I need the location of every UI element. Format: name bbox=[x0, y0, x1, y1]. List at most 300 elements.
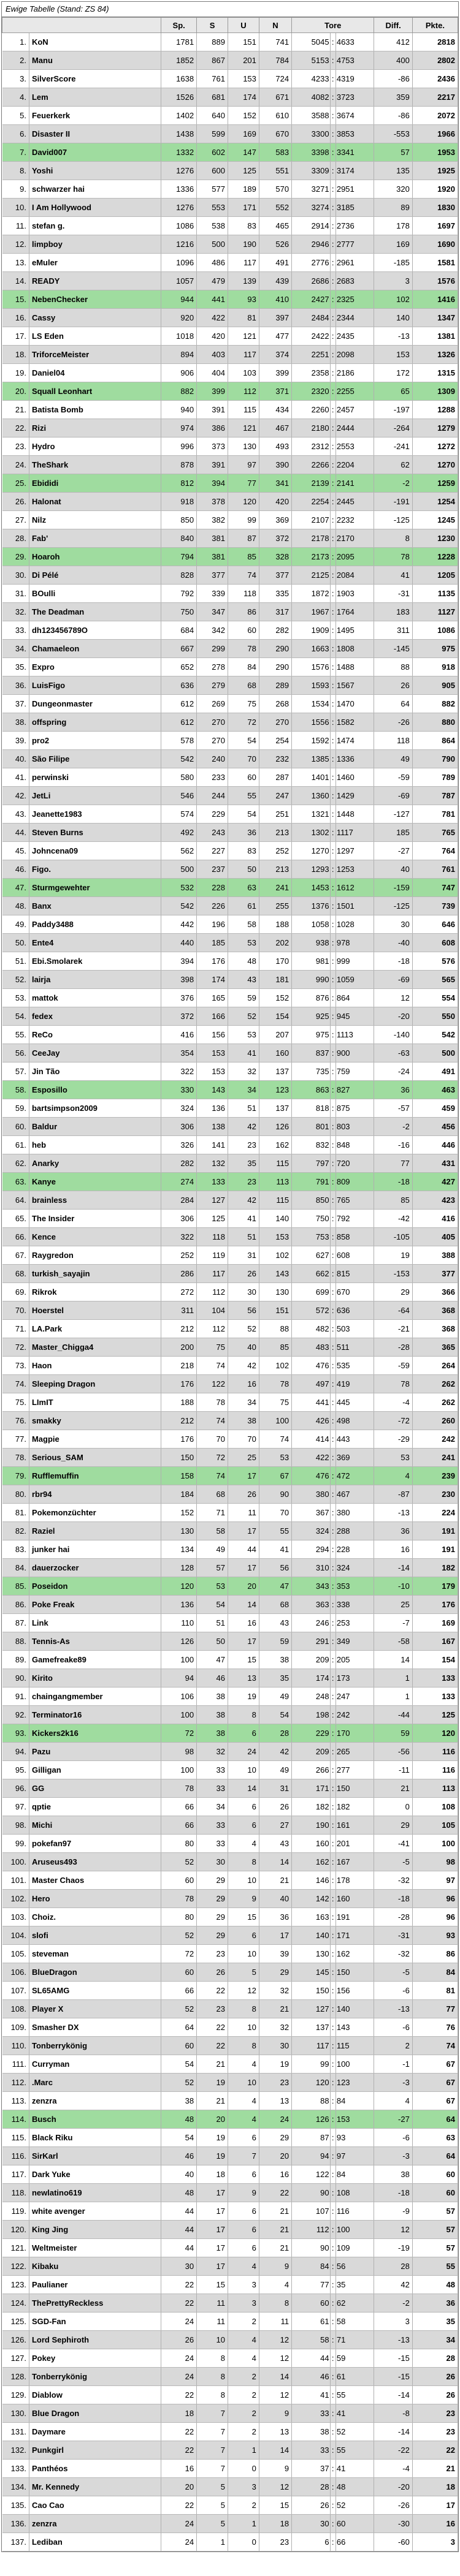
table-row bbox=[2, 897, 458, 915]
points-cell: 500 bbox=[412, 1044, 458, 1063]
rank-cell: 68. bbox=[2, 1265, 29, 1283]
losses-cell: 583 bbox=[259, 143, 291, 162]
table-row bbox=[2, 51, 458, 70]
rank-cell: 73. bbox=[2, 1357, 29, 1375]
wins-cell: 153 bbox=[197, 1044, 228, 1063]
points-cell: 23 bbox=[412, 2423, 458, 2441]
losses-cell: 372 bbox=[259, 529, 291, 548]
goals-separator: : bbox=[330, 2349, 335, 2368]
table-row bbox=[2, 1044, 458, 1063]
games-cell: 80 bbox=[161, 1908, 197, 1926]
points-cell: 1127 bbox=[412, 603, 458, 621]
goals-for-cell: 2946 bbox=[292, 235, 330, 254]
losses-cell: 4 bbox=[259, 2276, 291, 2294]
goals-separator: : bbox=[330, 2202, 335, 2221]
player-name: Diablow bbox=[29, 2386, 161, 2404]
losses-cell: 21 bbox=[259, 2221, 291, 2239]
points-cell: 1576 bbox=[412, 272, 458, 290]
goals-against-cell: 1336 bbox=[335, 750, 374, 768]
goals-against-cell: 419 bbox=[335, 1375, 374, 1393]
draws-cell: 52 bbox=[228, 1007, 259, 1026]
goals-against-cell: 84 bbox=[335, 2165, 374, 2184]
diff-cell: -13 bbox=[374, 2000, 412, 2018]
losses-cell: 137 bbox=[259, 1063, 291, 1081]
table-row bbox=[2, 1026, 458, 1044]
goals-against-cell: 945 bbox=[335, 1007, 374, 1026]
goals-separator: : bbox=[330, 860, 335, 879]
player-name: Tonberrykönig bbox=[29, 2368, 161, 2386]
rank-cell: 112. bbox=[2, 2074, 29, 2092]
losses-cell: 207 bbox=[259, 1026, 291, 1044]
points-cell: 864 bbox=[412, 732, 458, 750]
table-row bbox=[2, 199, 458, 217]
rank-cell: 123. bbox=[2, 2276, 29, 2294]
games-cell: 398 bbox=[161, 971, 197, 989]
wins-cell: 156 bbox=[197, 1026, 228, 1044]
points-cell: 431 bbox=[412, 1154, 458, 1173]
goals-separator: : bbox=[330, 2147, 335, 2165]
wins-cell: 244 bbox=[197, 787, 228, 805]
points-cell: 366 bbox=[412, 1283, 458, 1301]
goals-against-cell: 900 bbox=[335, 1044, 374, 1063]
goals-for-cell: 5045 bbox=[292, 33, 330, 51]
diff-cell: 172 bbox=[374, 364, 412, 382]
points-cell: 2436 bbox=[412, 70, 458, 88]
goals-separator: : bbox=[330, 2110, 335, 2129]
losses-cell: 38 bbox=[259, 1651, 291, 1669]
goals-against-cell: 35 bbox=[335, 2276, 374, 2294]
games-cell: 542 bbox=[161, 897, 197, 915]
rank-cell: 74. bbox=[2, 1375, 29, 1393]
games-cell: 996 bbox=[161, 438, 197, 456]
goals-for-cell: 1376 bbox=[292, 897, 330, 915]
goals-for-cell: 1576 bbox=[292, 658, 330, 676]
goals-for-cell: 107 bbox=[292, 2202, 330, 2221]
wins-cell: 141 bbox=[197, 1136, 228, 1154]
losses-cell: 270 bbox=[259, 713, 291, 732]
goals-for-cell: 324 bbox=[292, 1522, 330, 1540]
goals-separator: : bbox=[330, 1982, 335, 2000]
goals-against-cell: 720 bbox=[335, 1154, 374, 1173]
wins-cell: 57 bbox=[197, 1559, 228, 1577]
losses-cell: 35 bbox=[259, 1669, 291, 1688]
goals-against-cell: 2961 bbox=[335, 254, 374, 272]
wins-cell: 132 bbox=[197, 1154, 228, 1173]
diff-cell: -18 bbox=[374, 952, 412, 971]
losses-cell: 102 bbox=[259, 1246, 291, 1265]
diff-cell: -5 bbox=[374, 1853, 412, 1871]
games-cell: 94 bbox=[161, 1669, 197, 1688]
wins-cell: 38 bbox=[197, 1688, 228, 1706]
wins-cell: 1 bbox=[197, 2533, 228, 2551]
goals-separator: : bbox=[330, 1265, 335, 1283]
draws-cell: 13 bbox=[228, 1669, 259, 1688]
goals-against-cell: 288 bbox=[335, 1522, 374, 1540]
goals-against-cell: 228 bbox=[335, 1540, 374, 1559]
wins-cell: 399 bbox=[197, 382, 228, 401]
goals-separator: : bbox=[330, 2129, 335, 2147]
points-cell: 781 bbox=[412, 805, 458, 824]
losses-cell: 341 bbox=[259, 474, 291, 493]
player-name: Rizi bbox=[29, 419, 161, 438]
goals-separator: : bbox=[330, 70, 335, 88]
table-row bbox=[2, 2092, 458, 2110]
header-games: Sp. bbox=[161, 18, 197, 33]
draws-cell: 59 bbox=[228, 989, 259, 1007]
losses-cell: 19 bbox=[259, 2055, 291, 2074]
games-cell: 1781 bbox=[161, 33, 197, 51]
points-cell: 63 bbox=[412, 2129, 458, 2147]
table-row bbox=[2, 2404, 458, 2423]
losses-cell: 9 bbox=[259, 2257, 291, 2276]
player-name: Player X bbox=[29, 2000, 161, 2018]
goals-separator: : bbox=[330, 1853, 335, 1871]
goals-against-cell: 2232 bbox=[335, 511, 374, 529]
wins-cell: 420 bbox=[197, 327, 228, 346]
goals-for-cell: 1302 bbox=[292, 824, 330, 842]
games-cell: 24 bbox=[161, 2515, 197, 2533]
games-cell: 906 bbox=[161, 364, 197, 382]
table-row bbox=[2, 438, 458, 456]
goals-against-cell: 41 bbox=[335, 2404, 374, 2423]
games-cell: 52 bbox=[161, 1926, 197, 1945]
rank-cell: 48. bbox=[2, 897, 29, 915]
wins-cell: 500 bbox=[197, 235, 228, 254]
games-cell: 40 bbox=[161, 2165, 197, 2184]
table-row bbox=[2, 2478, 458, 2496]
player-name: Nilz bbox=[29, 511, 161, 529]
losses-cell: 115 bbox=[259, 1191, 291, 1210]
losses-cell: 188 bbox=[259, 915, 291, 934]
points-cell: 57 bbox=[412, 2239, 458, 2257]
games-cell: 372 bbox=[161, 1007, 197, 1026]
goals-separator: : bbox=[330, 1835, 335, 1853]
goals-separator: : bbox=[330, 640, 335, 658]
goals-for-cell: 246 bbox=[292, 1614, 330, 1632]
player-name: Figo. bbox=[29, 860, 161, 879]
draws-cell: 10 bbox=[228, 1945, 259, 1963]
losses-cell: 90 bbox=[259, 1485, 291, 1504]
diff-cell: 3 bbox=[374, 2313, 412, 2331]
losses-cell: 56 bbox=[259, 1559, 291, 1577]
goals-for-cell: 1593 bbox=[292, 676, 330, 695]
points-cell: 1315 bbox=[412, 364, 458, 382]
wins-cell: 422 bbox=[197, 309, 228, 327]
goals-separator: : bbox=[330, 2515, 335, 2533]
draws-cell: 78 bbox=[228, 640, 259, 658]
wins-cell: 72 bbox=[197, 1449, 228, 1467]
rank-cell: 97. bbox=[2, 1798, 29, 1816]
rank-cell: 47. bbox=[2, 879, 29, 897]
goals-for-cell: 33 bbox=[292, 2441, 330, 2460]
losses-cell: 741 bbox=[259, 33, 291, 51]
goals-against-cell: 765 bbox=[335, 1191, 374, 1210]
losses-cell: 22 bbox=[259, 2184, 291, 2202]
losses-cell: 42 bbox=[259, 1743, 291, 1761]
games-cell: 78 bbox=[161, 1779, 197, 1798]
player-name: Sturmgewehter bbox=[29, 879, 161, 897]
games-cell: 286 bbox=[161, 1265, 197, 1283]
draws-cell: 121 bbox=[228, 327, 259, 346]
player-name: LA.Park bbox=[29, 1320, 161, 1338]
games-cell: 20 bbox=[161, 2478, 197, 2496]
goals-for-cell: 90 bbox=[292, 2239, 330, 2257]
points-cell: 18 bbox=[412, 2478, 458, 2496]
table-row bbox=[2, 70, 458, 88]
games-cell: 212 bbox=[161, 1320, 197, 1338]
player-name: Kickers2k16 bbox=[29, 1724, 161, 1743]
player-name: rbr94 bbox=[29, 1485, 161, 1504]
diff-cell: 36 bbox=[374, 1081, 412, 1099]
player-name: Ebi.Smolarek bbox=[29, 952, 161, 971]
goals-against-cell: 792 bbox=[335, 1210, 374, 1228]
goals-separator: : bbox=[330, 401, 335, 419]
games-cell: 126 bbox=[161, 1632, 197, 1651]
table-row bbox=[2, 272, 458, 290]
table-container bbox=[1, 1, 459, 2552]
points-cell: 790 bbox=[412, 750, 458, 768]
player-name: ReCo bbox=[29, 1026, 161, 1044]
table-row bbox=[2, 1099, 458, 1118]
goals-against-cell: 1567 bbox=[335, 676, 374, 695]
table-row bbox=[2, 1210, 458, 1228]
games-cell: 48 bbox=[161, 2184, 197, 2202]
rank-cell: 130. bbox=[2, 2404, 29, 2423]
losses-cell: 11 bbox=[259, 2313, 291, 2331]
table-row bbox=[2, 1449, 458, 1467]
goals-separator: : bbox=[330, 1614, 335, 1632]
losses-cell: 88 bbox=[259, 1320, 291, 1338]
draws-cell: 3 bbox=[228, 2276, 259, 2294]
wins-cell: 11 bbox=[197, 2294, 228, 2313]
points-cell: 368 bbox=[412, 1320, 458, 1338]
goals-against-cell: 2098 bbox=[335, 346, 374, 364]
player-name: SirKarl bbox=[29, 2147, 161, 2165]
player-name: JetLi bbox=[29, 787, 161, 805]
games-cell: 612 bbox=[161, 713, 197, 732]
table-row bbox=[2, 787, 458, 805]
losses-cell: 59 bbox=[259, 1632, 291, 1651]
losses-cell: 39 bbox=[259, 1945, 291, 1963]
points-cell: 1690 bbox=[412, 235, 458, 254]
wins-cell: 18 bbox=[197, 2165, 228, 2184]
points-cell: 93 bbox=[412, 1926, 458, 1945]
player-name: SilverScore bbox=[29, 70, 161, 88]
diff-cell: 2 bbox=[374, 2037, 412, 2055]
diff-cell: 178 bbox=[374, 217, 412, 235]
table-row bbox=[2, 824, 458, 842]
diff-cell: -125 bbox=[374, 511, 412, 529]
losses-cell: 290 bbox=[259, 640, 291, 658]
goals-for-cell: 127 bbox=[292, 2000, 330, 2018]
goals-against-cell: 84 bbox=[335, 2092, 374, 2110]
points-cell: 98 bbox=[412, 1853, 458, 1871]
player-name: Raygredon bbox=[29, 1246, 161, 1265]
table-row bbox=[2, 2276, 458, 2294]
table-row bbox=[2, 1393, 458, 1412]
rank-cell: 114. bbox=[2, 2110, 29, 2129]
goals-separator: : bbox=[330, 2331, 335, 2349]
rank-cell: 94. bbox=[2, 1743, 29, 1761]
points-cell: 2818 bbox=[412, 33, 458, 51]
diff-cell: -153 bbox=[374, 1265, 412, 1283]
diff-cell: 29 bbox=[374, 1816, 412, 1835]
wins-cell: 381 bbox=[197, 548, 228, 566]
goals-separator: : bbox=[330, 162, 335, 180]
draws-cell: 171 bbox=[228, 199, 259, 217]
table-row bbox=[2, 621, 458, 640]
wins-cell: 19 bbox=[197, 2147, 228, 2165]
goals-separator: : bbox=[330, 2368, 335, 2386]
rank-cell: 50. bbox=[2, 934, 29, 952]
player-name: Tonberrykönig bbox=[29, 2037, 161, 2055]
player-name: Fab' bbox=[29, 529, 161, 548]
player-name: Choiz. bbox=[29, 1908, 161, 1926]
goals-for-cell: 981 bbox=[292, 952, 330, 971]
rank-cell: 63. bbox=[2, 1173, 29, 1191]
rank-cell: 25. bbox=[2, 474, 29, 493]
goals-separator: : bbox=[330, 1393, 335, 1412]
goals-against-cell: 55 bbox=[335, 2386, 374, 2404]
wins-cell: 185 bbox=[197, 934, 228, 952]
table-row bbox=[2, 1007, 458, 1026]
diff-cell: -60 bbox=[374, 2533, 412, 2551]
goals-against-cell: 2777 bbox=[335, 235, 374, 254]
wins-cell: 602 bbox=[197, 143, 228, 162]
losses-cell: 13 bbox=[259, 2423, 291, 2441]
table-row bbox=[2, 33, 458, 51]
points-cell: 491 bbox=[412, 1063, 458, 1081]
draws-cell: 50 bbox=[228, 860, 259, 879]
goals-for-cell: 483 bbox=[292, 1338, 330, 1357]
diff-cell: -4 bbox=[374, 1393, 412, 1412]
wins-cell: 127 bbox=[197, 1191, 228, 1210]
table-row bbox=[2, 1118, 458, 1136]
goals-against-cell: 56 bbox=[335, 2257, 374, 2276]
wins-cell: 5 bbox=[197, 2515, 228, 2533]
points-cell: 1925 bbox=[412, 162, 458, 180]
goals-separator: : bbox=[330, 1908, 335, 1926]
wins-cell: 38 bbox=[197, 1724, 228, 1743]
games-cell: 974 bbox=[161, 419, 197, 438]
goals-separator: : bbox=[330, 603, 335, 621]
draws-cell: 2 bbox=[228, 2496, 259, 2515]
rank-cell: 14. bbox=[2, 272, 29, 290]
diff-cell: 88 bbox=[374, 658, 412, 676]
goals-for-cell: 3398 bbox=[292, 143, 330, 162]
losses-cell: 24 bbox=[259, 2110, 291, 2129]
goals-for-cell: 37 bbox=[292, 2460, 330, 2478]
games-cell: 176 bbox=[161, 1430, 197, 1449]
games-cell: 38 bbox=[161, 2092, 197, 2110]
diff-cell: -10 bbox=[374, 1577, 412, 1596]
points-cell: 154 bbox=[412, 1651, 458, 1669]
wins-cell: 22 bbox=[197, 1982, 228, 2000]
draws-cell: 51 bbox=[228, 1228, 259, 1246]
games-cell: 542 bbox=[161, 750, 197, 768]
wins-cell: 46 bbox=[197, 1669, 228, 1688]
table-row bbox=[2, 1779, 458, 1798]
losses-cell: 551 bbox=[259, 162, 291, 180]
games-cell: 54 bbox=[161, 2055, 197, 2074]
rank-cell: 62. bbox=[2, 1154, 29, 1173]
table-row bbox=[2, 805, 458, 824]
goals-for-cell: 797 bbox=[292, 1154, 330, 1173]
points-cell: 1245 bbox=[412, 511, 458, 529]
rank-cell: 103. bbox=[2, 1908, 29, 1926]
wins-cell: 600 bbox=[197, 162, 228, 180]
goals-for-cell: 343 bbox=[292, 1577, 330, 1596]
diff-cell: -18 bbox=[374, 1173, 412, 1191]
goals-separator: : bbox=[330, 695, 335, 713]
table-row bbox=[2, 1835, 458, 1853]
rank-cell: 41. bbox=[2, 768, 29, 787]
player-name: Pokey bbox=[29, 2349, 161, 2368]
games-cell: 1096 bbox=[161, 254, 197, 272]
wins-cell: 5 bbox=[197, 2478, 228, 2496]
wins-cell: 138 bbox=[197, 1118, 228, 1136]
goals-separator: : bbox=[330, 787, 335, 805]
rank-cell: 76. bbox=[2, 1412, 29, 1430]
wins-cell: 233 bbox=[197, 768, 228, 787]
draws-cell: 41 bbox=[228, 1210, 259, 1228]
rank-cell: 65. bbox=[2, 1210, 29, 1228]
goals-against-cell: 167 bbox=[335, 1853, 374, 1871]
player-name: Aruseus493 bbox=[29, 1853, 161, 1871]
table-row bbox=[2, 1540, 458, 1559]
goals-against-cell: 2951 bbox=[335, 180, 374, 199]
diff-cell: -105 bbox=[374, 1228, 412, 1246]
wins-cell: 386 bbox=[197, 419, 228, 438]
goals-separator: : bbox=[330, 1945, 335, 1963]
losses-cell: 420 bbox=[259, 493, 291, 511]
points-cell: 1326 bbox=[412, 346, 458, 364]
losses-cell: 170 bbox=[259, 952, 291, 971]
goals-against-cell: 503 bbox=[335, 1320, 374, 1338]
goals-for-cell: 3588 bbox=[292, 107, 330, 125]
goals-separator: : bbox=[330, 1504, 335, 1522]
player-name: TriforceMeister bbox=[29, 346, 161, 364]
draws-cell: 20 bbox=[228, 1577, 259, 1596]
points-cell: 1288 bbox=[412, 401, 458, 419]
diff-cell: 59 bbox=[374, 1724, 412, 1743]
table-row bbox=[2, 309, 458, 327]
diff-cell: 12 bbox=[374, 989, 412, 1007]
wins-cell: 21 bbox=[197, 2055, 228, 2074]
goals-against-cell: 1448 bbox=[335, 805, 374, 824]
points-cell: 100 bbox=[412, 1835, 458, 1853]
draws-cell: 43 bbox=[228, 971, 259, 989]
games-cell: 612 bbox=[161, 695, 197, 713]
points-cell: 120 bbox=[412, 1724, 458, 1743]
games-cell: 636 bbox=[161, 676, 197, 695]
points-cell: 388 bbox=[412, 1246, 458, 1265]
draws-cell: 103 bbox=[228, 364, 259, 382]
goals-against-cell: 150 bbox=[335, 1963, 374, 1982]
diff-cell: -42 bbox=[374, 1210, 412, 1228]
goals-against-cell: 2344 bbox=[335, 309, 374, 327]
goals-for-cell: 1872 bbox=[292, 585, 330, 603]
points-cell: 1259 bbox=[412, 474, 458, 493]
rank-cell: 126. bbox=[2, 2331, 29, 2349]
goals-separator: : bbox=[330, 419, 335, 438]
losses-cell: 160 bbox=[259, 1044, 291, 1063]
goals-separator: : bbox=[330, 382, 335, 401]
games-cell: 80 bbox=[161, 1835, 197, 1853]
goals-against-cell: 4319 bbox=[335, 70, 374, 88]
rank-cell: 57. bbox=[2, 1063, 29, 1081]
goals-separator: : bbox=[330, 2386, 335, 2404]
